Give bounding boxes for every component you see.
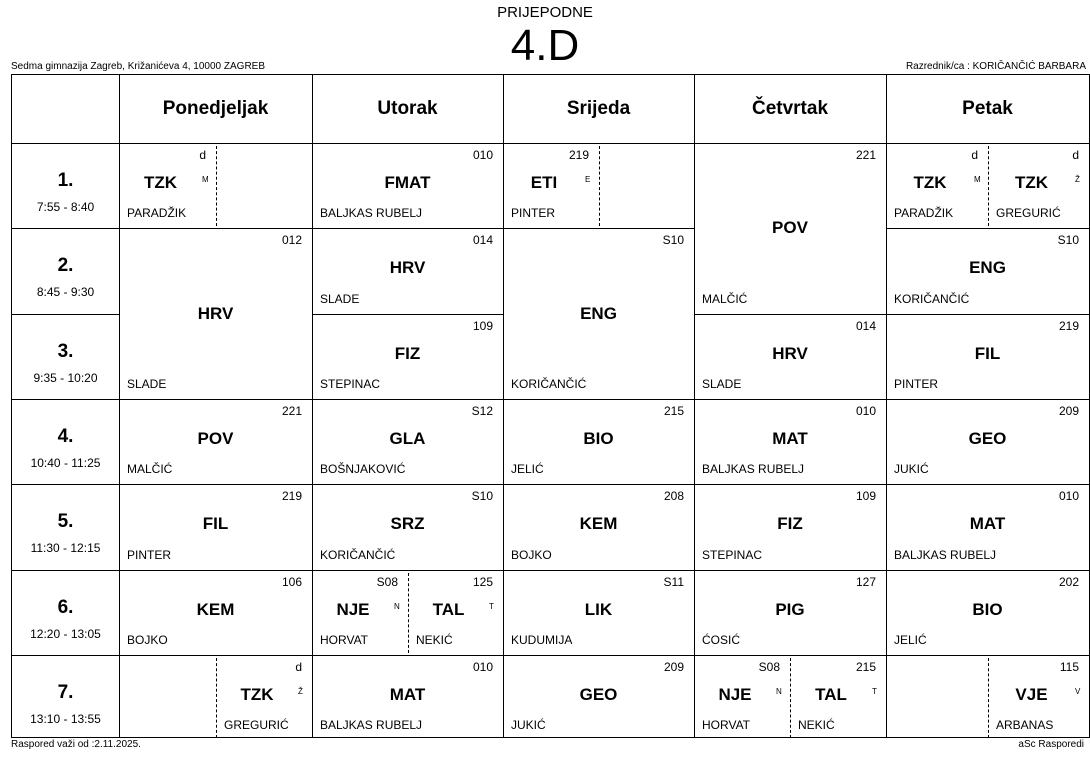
grid-row-line [694, 655, 886, 656]
subject-code: POV [772, 218, 808, 238]
subject-code: PIG [775, 599, 805, 619]
grid-row-line [503, 484, 694, 485]
subject-code: SRZ [390, 514, 425, 534]
grid-row-line [119, 484, 312, 485]
subject-code: FIZ [394, 343, 421, 363]
room-number: S12 [471, 403, 493, 418]
shift-label: PRIJEPODNE [497, 4, 593, 21]
room-number: 010 [472, 659, 493, 674]
room-number: 208 [663, 489, 684, 504]
subject-code: GLA [389, 428, 426, 448]
grid-column-line [503, 75, 504, 737]
teacher-name: SLADE [127, 376, 167, 391]
room-number: 209 [663, 659, 684, 674]
subject-code: BIO [583, 428, 614, 448]
grid-row-line [886, 399, 1089, 400]
subject-code: KEM [579, 514, 618, 534]
teacher-name: KORIČANČIĆ [511, 376, 587, 391]
group-marker: Ž [298, 686, 303, 696]
room-number: S11 [663, 574, 684, 589]
room-number: 010 [472, 148, 493, 162]
grid-row-line [312, 570, 503, 571]
room-number: 215 [663, 403, 684, 418]
group-marker: Ž [1075, 175, 1080, 184]
subject-code: MAT [389, 684, 426, 704]
grid-row-line [694, 570, 886, 571]
valid-from-note: Raspored važi od :2.11.2025. [11, 739, 141, 750]
grid-row-line [503, 655, 694, 656]
room-number: 127 [855, 574, 876, 589]
timetable-grid [11, 74, 1090, 738]
split-divider [408, 573, 409, 653]
grid-row-line [12, 484, 119, 485]
subject-code: MAT [772, 428, 808, 448]
subject-code: TAL [432, 599, 465, 619]
teacher-name: JELIĆ [894, 632, 927, 647]
group-marker: T [489, 601, 494, 611]
group-marker: E [585, 175, 591, 184]
room-number: 219 [568, 148, 589, 162]
grid-row-line [886, 570, 1089, 571]
room-number: 109 [472, 318, 493, 333]
period-time: 10:40 - 11:25 [30, 455, 101, 470]
room-number: 221 [281, 403, 302, 418]
subject-code: TZK [1014, 173, 1049, 192]
teacher-name: GREGURIĆ [996, 206, 1061, 221]
subject-code: HRV [772, 343, 808, 363]
teacher-name: KORIČANČIĆ [894, 291, 970, 306]
grid-row-line [503, 399, 694, 400]
subject-code: FIZ [777, 514, 803, 534]
teacher-name: JUKIĆ [511, 718, 546, 733]
grid-row-line [12, 314, 119, 315]
teacher-name: BOJKO [511, 547, 552, 562]
split-divider [599, 146, 600, 226]
teacher-name: BALJKAS RUBELJ [320, 206, 423, 221]
period-time: 9:35 - 10:20 [33, 370, 98, 385]
teacher-name: HORVAT [702, 718, 751, 733]
teacher-name: KUDUMIJA [511, 632, 573, 647]
subject-code: BIO [972, 599, 1003, 619]
subject-code: ENG [580, 303, 617, 323]
subject-code: MAT [969, 514, 1006, 534]
room-number: 014 [472, 233, 493, 248]
grid-column-line [694, 75, 695, 737]
subject-code: TZK [913, 173, 947, 192]
grid-row-line [503, 570, 694, 571]
period-number: 5. [57, 511, 74, 533]
grid-row-line [886, 314, 1089, 315]
group-marker: T [872, 686, 877, 696]
subject-code: LIK [584, 599, 613, 619]
day-header: Četvrtak [751, 98, 829, 119]
room-number: d [295, 659, 302, 674]
software-credit: aSc Rasporedi [1018, 739, 1084, 750]
period-number: 4. [57, 425, 74, 447]
split-divider [790, 658, 791, 738]
room-number: S10 [471, 489, 493, 504]
grid-row-line [12, 570, 119, 571]
room-number: S10 [1057, 233, 1079, 248]
room-number: 115 [1059, 659, 1079, 674]
teacher-name: SLADE [702, 376, 742, 391]
teacher-name: BOJKO [127, 632, 168, 647]
split-divider [216, 658, 217, 738]
teacher-name: PARADŽIK [894, 206, 954, 221]
period-time: 8:45 - 9:30 [36, 285, 95, 300]
split-divider [988, 658, 989, 738]
day-header: Ponedjeljak [162, 98, 269, 119]
subject-code: ETI [530, 173, 558, 192]
teacher-name: BALJKAS RUBELJ [320, 718, 423, 733]
grid-row-line [694, 314, 886, 315]
grid-row-line [886, 655, 1089, 656]
grid-row-line [886, 228, 1089, 229]
grid-column-line [119, 75, 120, 737]
room-number: 012 [281, 233, 302, 248]
grid-row-line [312, 228, 503, 229]
grid-row-line [694, 484, 886, 485]
grid-row-line [312, 484, 503, 485]
teacher-name: STEPINAC [320, 376, 381, 391]
room-number: 106 [281, 574, 302, 589]
grid-row-line [119, 228, 312, 229]
grid-row-line [119, 655, 312, 656]
room-number: 202 [1058, 574, 1079, 589]
subject-code: HRV [197, 303, 234, 323]
period-time: 13:10 - 13:55 [30, 711, 101, 726]
teacher-name: STEPINAC [702, 547, 763, 562]
period-number: 7. [57, 681, 74, 703]
day-header: Petak [962, 98, 1013, 119]
room-number: 219 [1058, 318, 1079, 333]
grid-row-line [12, 399, 119, 400]
group-marker: N [776, 686, 782, 696]
grid-row-line [312, 655, 503, 656]
grid-row-line [312, 314, 503, 315]
subject-code: TZK [240, 684, 274, 704]
room-number: 209 [1058, 403, 1079, 418]
teacher-name: JELIĆ [511, 462, 544, 477]
grid-row-line [886, 484, 1089, 485]
group-marker: N [394, 601, 400, 611]
grid-row-line [694, 399, 886, 400]
teacher-name: ĆOSIĆ [702, 632, 741, 647]
subject-code: GEO [579, 684, 618, 704]
room-number: 109 [855, 489, 876, 504]
group-marker: V [1075, 686, 1081, 696]
grid-row-line [12, 143, 1089, 144]
teacher-name: NEKIĆ [798, 718, 835, 733]
subject-code: NJE [336, 599, 370, 619]
subject-code: FMAT [384, 173, 431, 192]
room-number: 014 [855, 318, 876, 333]
grid-row-line [119, 399, 312, 400]
homeroom-teacher: Razrednik/ca : KORIČANČIĆ BARBARA [905, 61, 1086, 72]
room-number: 219 [281, 489, 302, 504]
subject-code: HRV [389, 258, 426, 278]
teacher-name: PINTER [127, 547, 172, 562]
room-number: 010 [1058, 489, 1079, 504]
teacher-name: PARADŽIK [127, 206, 187, 221]
room-number: 125 [472, 574, 493, 589]
split-divider [216, 146, 217, 226]
teacher-name: PINTER [894, 376, 939, 391]
period-time: 11:30 - 12:15 [30, 541, 101, 556]
teacher-name: MALČIĆ [127, 462, 173, 477]
period-number: 3. [57, 340, 74, 362]
teacher-name: MALČIĆ [702, 291, 748, 306]
split-divider [988, 146, 989, 226]
day-header: Utorak [377, 98, 438, 119]
subject-code: FIL [202, 514, 229, 534]
subject-code: TAL [815, 684, 847, 704]
subject-code: NJE [718, 684, 752, 704]
teacher-name: BALJKAS RUBELJ [702, 462, 805, 477]
teacher-name: GREGURIĆ [224, 718, 289, 733]
room-number: d [971, 148, 978, 162]
class-title: 4.D [510, 21, 580, 70]
grid-row-line [503, 228, 694, 229]
subject-code: ENG [969, 258, 1006, 278]
period-time: 12:20 - 13:05 [30, 626, 101, 641]
teacher-name: SLADE [320, 291, 360, 306]
group-marker: M [202, 175, 209, 184]
teacher-name: NEKIĆ [416, 632, 453, 647]
period-number: 2. [57, 255, 74, 277]
subject-code: TZK [143, 173, 178, 192]
grid-row-line [12, 228, 119, 229]
day-header: Srijeda [566, 98, 631, 119]
room-number: d [1072, 148, 1079, 162]
school-info: Sedma gimnazija Zagreb, Križanićeva 4, 10000 ZAGREB [11, 61, 266, 72]
subject-code: KEM [196, 599, 235, 619]
teacher-name: ARBANAS [996, 718, 1054, 733]
room-number: 221 [855, 148, 876, 162]
period-number: 6. [57, 596, 74, 618]
period-time: 7:55 - 8:40 [36, 200, 95, 214]
period-number: 1. [57, 170, 74, 191]
subject-code: POV [197, 428, 234, 448]
teacher-name: KORIČANČIĆ [320, 547, 396, 562]
grid-row-line [119, 570, 312, 571]
subject-code: GEO [968, 428, 1007, 448]
room-number: S08 [376, 574, 398, 589]
room-number: 215 [855, 659, 876, 674]
group-marker: M [974, 175, 981, 184]
teacher-name: HORVAT [320, 632, 369, 647]
room-number: 010 [855, 403, 876, 418]
room-number: S08 [758, 659, 780, 674]
room-number: d [199, 148, 206, 162]
grid-column-line [886, 75, 887, 737]
teacher-name: BOŠNJAKOVIĆ [320, 462, 406, 477]
grid-row-line [312, 399, 503, 400]
teacher-name: JUKIĆ [894, 462, 929, 477]
teacher-name: BALJKAS RUBELJ [894, 547, 997, 562]
teacher-name: PINTER [511, 206, 556, 221]
subject-code: VJE [1015, 684, 1048, 704]
room-number: S10 [662, 233, 684, 248]
subject-code: FIL [974, 343, 1001, 363]
grid-row-line [12, 655, 119, 656]
